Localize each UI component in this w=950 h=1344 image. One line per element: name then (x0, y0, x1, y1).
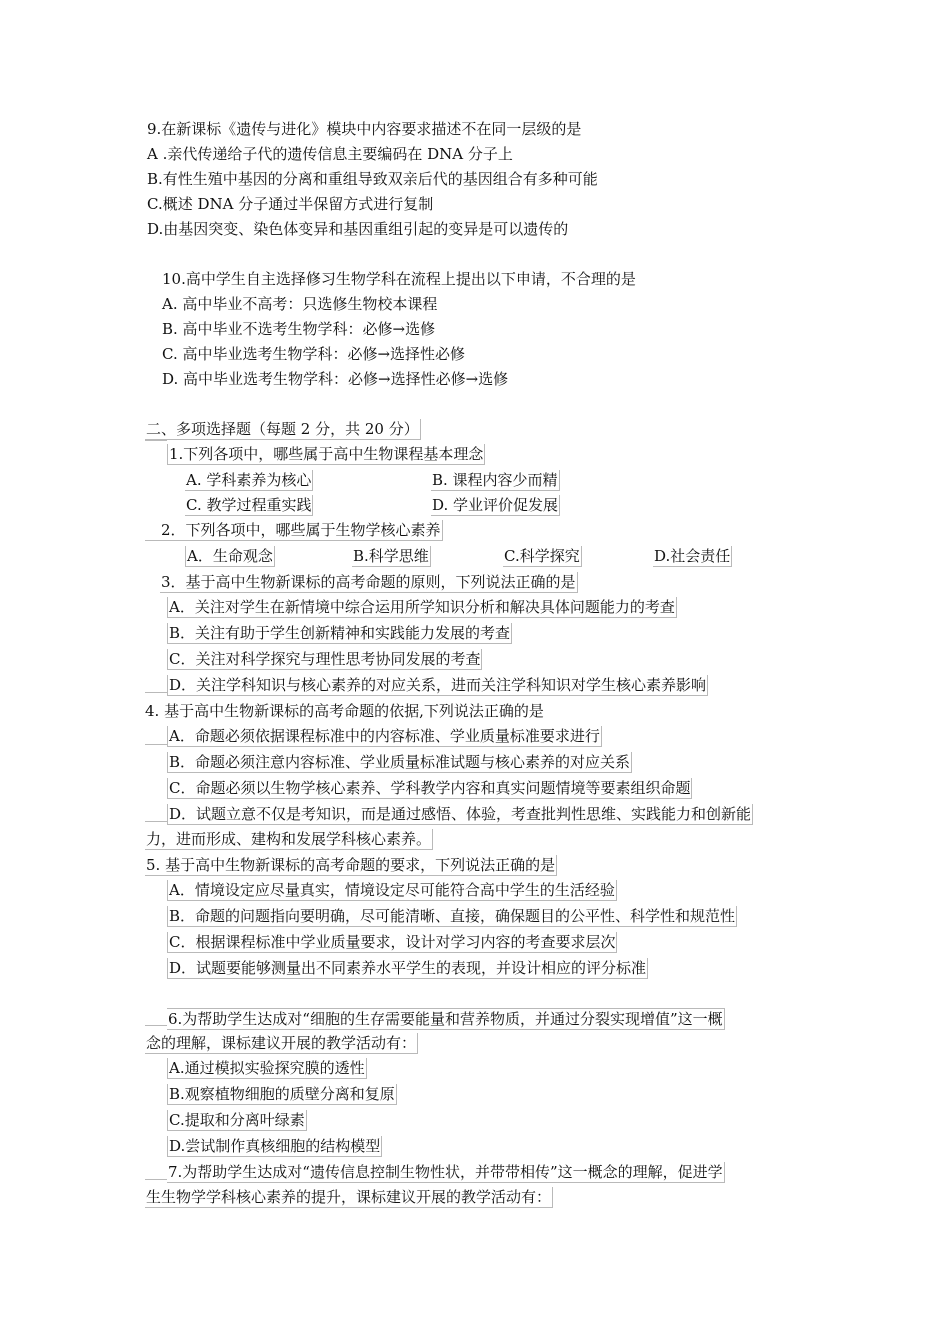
m1-option-a: A. 学科素养为核心 (186, 471, 312, 489)
m2-option-c: C.科学探究 (504, 547, 580, 565)
q9-stem: 9.在新课标《遗传与进化》模块中内容要求描述不在同一层级的是 (147, 120, 582, 138)
m1-option-d: D. 学业评价促发展 (432, 496, 559, 514)
m6-option-d: D.尝试制作真核细胞的结构模型 (169, 1137, 381, 1155)
m4-option-d-line1: D．试题立意不仅是考知识，而是通过感悟、体验，考查批判性思维、实践能力和创新能 (169, 805, 752, 823)
q10-option-b: B. 高中毕业不选考生物学科：必修→选修 (162, 320, 436, 338)
m4-option-a: A．命题必须依据课程标准中的内容标准、学业质量标准要求进行 (169, 727, 600, 745)
m1-stem: 1.下列各项中，哪些属于高中生物课程基本理念 (169, 445, 484, 463)
m3-option-b: B．关注有助于学生创新精神和实践能力发展的考查 (169, 624, 511, 642)
m3-option-d: D．关注学科知识与核心素养的对应关系，进而关注学科知识对学生核心素养影响 (169, 676, 707, 694)
q9-option-b: B.有性生殖中基因的分离和重组导致双亲后代的基因组合有多种可能 (147, 170, 598, 188)
m4-option-b: B．命题必须注意内容标准、学业质量标准试题与核心素养的对应关系 (169, 753, 631, 771)
m4-stem: 4. 基于高中生物新课标的高考命题的依据,下列说法正确的是 (145, 702, 544, 720)
m6-option-c: C.提取和分离叶绿素 (169, 1111, 305, 1129)
m6-option-a: A.通过模拟实验探究膜的透性 (169, 1059, 365, 1077)
field-underline (145, 744, 167, 745)
q9-option-d: D.由基因突变、染色体变异和基因重组引起的变异是可以遗传的 (147, 220, 569, 238)
q10-option-c: C. 高中毕业选考生物学科：必修→选择性必修 (162, 345, 466, 363)
q10-stem: 10.高中学生自主选择修习生物学科在流程上提出以下申请，不合理的是 (162, 270, 636, 288)
m3-option-a: A．关注对学生在新情境中综合运用所学知识分析和解决具体问题能力的考查 (169, 598, 675, 616)
m2-option-d: D.社会责任 (654, 547, 731, 565)
m3-stem: 3．基于高中生物新课标的高考命题的原则，下列说法正确的是 (161, 573, 576, 591)
field-underline (145, 440, 167, 441)
m2-option-a: A．生命观念 (187, 547, 273, 565)
m5-stem: 5. 基于高中生物新课标的高考命题的要求，下列说法正确的是 (146, 856, 556, 874)
m7-stem-line1: 7.为帮助学生达成对“遗传信息控制生物性状，并带带相传”这一概念的理解，促进学 (168, 1163, 723, 1181)
m2-stem: 2．下列各项中，哪些属于生物学核心素养 (161, 521, 441, 539)
m6-option-b: B.观察植物细胞的质壁分离和复原 (169, 1085, 395, 1103)
m5-option-c: C．根据课程标准中学业质量要求，设计对学习内容的考查要求层次 (169, 933, 616, 951)
m7-stem-line2: 生生物学学科核心素养的提升，课标建议开展的教学活动有： (146, 1188, 552, 1206)
m1-option-b: B. 课程内容少而精 (432, 471, 558, 489)
m5-option-d: D．试题要能够测量出不同素养水平学生的表现，并设计相应的评分标准 (169, 959, 647, 977)
m4-option-c: C．命题必须以生物学核心素养、学科教学内容和真实问题情境等要素组织命题 (169, 779, 691, 797)
m3-option-c: C．关注对科学探究与理性思考协同发展的考查 (169, 650, 481, 668)
field-underline (145, 821, 167, 822)
q9-option-c: C.概述 DNA 分子通过半保留方式进行复制 (147, 195, 434, 213)
m6-stem-line1: 6.为帮助学生达成对“细胞的生存需要能量和营养物质，并通过分裂实现增值”这一概 (168, 1010, 723, 1028)
q10-option-a: A. 高中毕业不高考：只选修生物校本课程 (162, 295, 438, 313)
field-underline (145, 1179, 167, 1180)
q9-option-a: A .亲代传递给子代的遗传信息主要编码在 DNA 分子上 (147, 145, 513, 163)
field-underline (145, 692, 167, 693)
q10-option-d: D. 高中毕业选考生物学科：必修→选择性必修→选修 (162, 370, 509, 388)
m4-option-d-line2: 力，进而形成、建构和发展学科核心素养。 (146, 830, 432, 848)
field-underline (145, 1025, 167, 1026)
section-heading: 二、多项选择题（每题 2 分，共 20 分） (146, 420, 419, 438)
m5-option-b: B．命题的问题指向要明确，尽可能清晰、直接，确保题目的公平性、科学性和规范性 (169, 907, 736, 925)
m6-stem-line2: 念的理解，课标建议开展的教学活动有： (146, 1034, 417, 1052)
field-underline (145, 540, 185, 541)
m1-option-c: C. 教学过程重实践 (186, 496, 312, 514)
m5-option-a: A．情境设定应尽量真实，情境设定尽可能符合高中学生的生活经验 (169, 881, 615, 899)
m2-option-b: B.科学思维 (353, 547, 429, 565)
